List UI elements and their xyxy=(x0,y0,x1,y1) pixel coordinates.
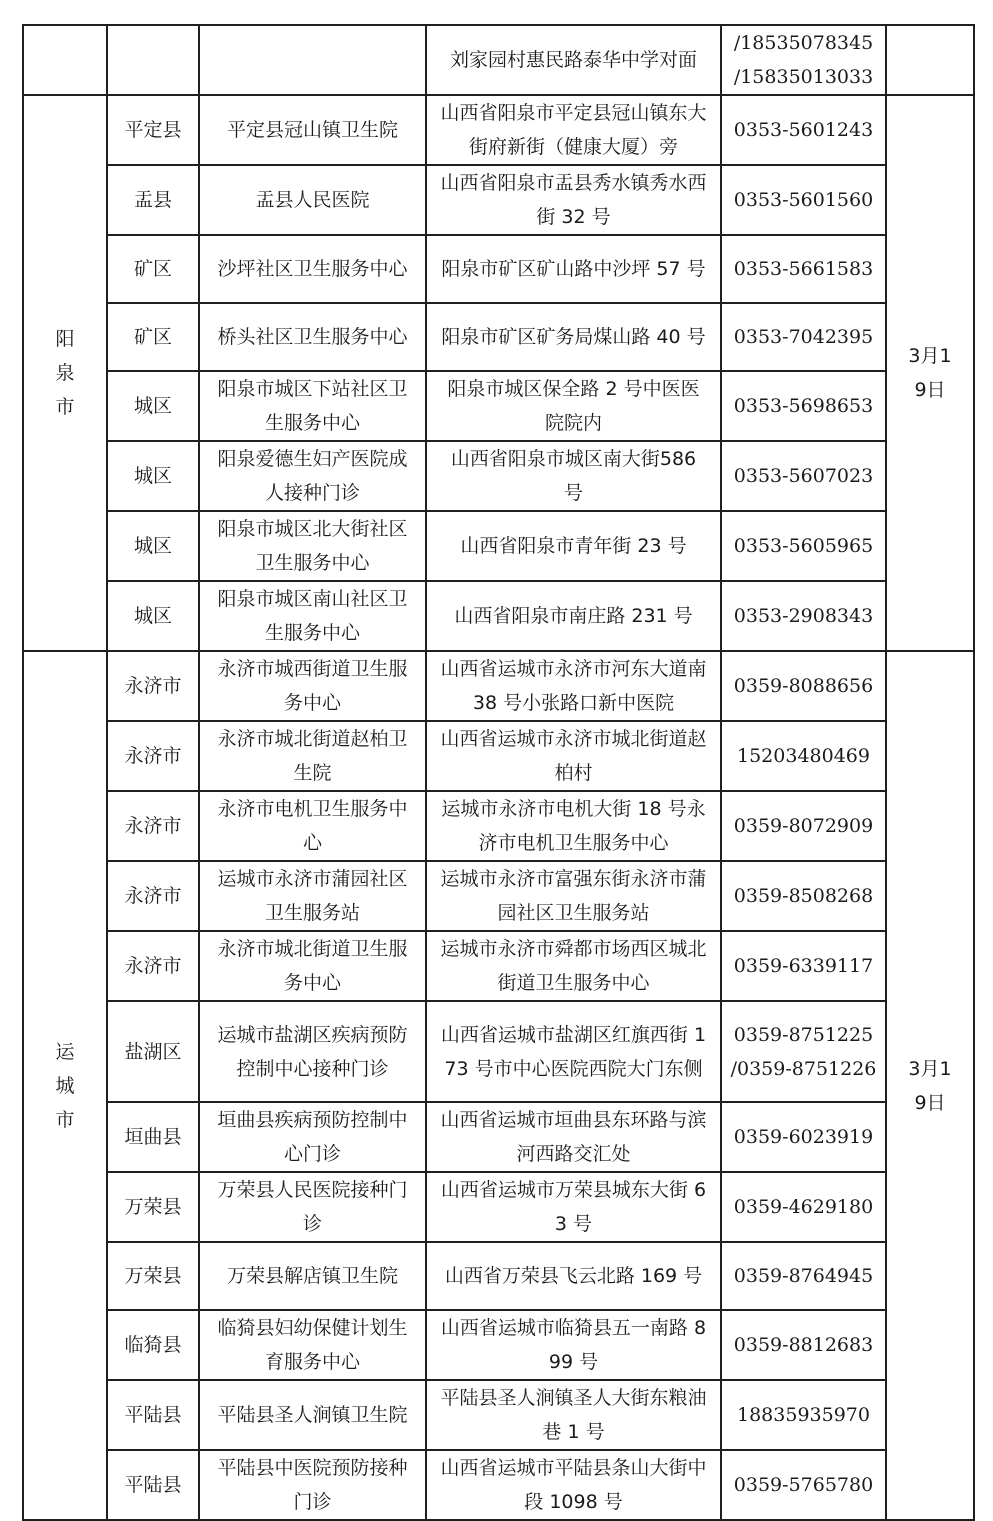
county-cell: 永济市 xyxy=(107,651,199,721)
site-cell: 永济市城北街道赵柏卫生院 xyxy=(199,721,426,791)
phone-cell: 0359-5765780 xyxy=(721,1450,886,1520)
address-cell: 山西省阳泉市城区南大街586 号 xyxy=(426,441,721,511)
table-row xyxy=(23,371,974,441)
phone-cell: 0359-8072909 xyxy=(721,791,886,861)
county-cell: 盂县 xyxy=(107,165,199,235)
phone-line: 0359-8751225 xyxy=(733,1023,874,1046)
table-row xyxy=(23,235,974,303)
site-cell: 阳泉市城区下站社区卫生服务中心 xyxy=(199,371,426,441)
county-cell: 永济市 xyxy=(107,931,199,1001)
phone-cell: 0359-4629180 xyxy=(721,1172,886,1242)
table-row xyxy=(23,303,974,371)
address-cell: 山西省阳泉市盂县秀水镇秀水西街 32 号 xyxy=(426,165,721,235)
county-cell: 永济市 xyxy=(107,861,199,931)
address-cell: 山西省运城市永济市河东大道南 38 号小张路口新中医院 xyxy=(426,651,721,721)
address-cell: 阳泉市矿区矿山路中沙坪 57 号 xyxy=(426,235,721,303)
table-row xyxy=(23,581,974,651)
address-cell: 山西省运城市永济市城北街道赵柏村 xyxy=(426,721,721,791)
phone-line-2: /15835013033 xyxy=(733,66,874,88)
phone-cell: 0353-7042395 xyxy=(721,303,886,371)
date-cell-empty xyxy=(886,25,974,95)
county-cell: 永济市 xyxy=(107,721,199,791)
table-row xyxy=(23,861,974,931)
address-cell: 山西省运城市万荣县城东大街 63 号 xyxy=(426,1172,721,1242)
phone-line-1: /18535078345 xyxy=(733,32,874,54)
address-cell: 山西省运城市平陆县条山大街中段 1098 号 xyxy=(426,1450,721,1520)
address-cell: 山西省运城市垣曲县东环路与滨河西路交汇处 xyxy=(426,1102,721,1172)
phone-cell: 0353-5607023 xyxy=(721,441,886,511)
address-cell: 刘家园村惠民路泰华中学对面 xyxy=(426,25,721,95)
phone-cell: 0353-2908343 xyxy=(721,581,886,651)
address-cell: 山西省阳泉市青年街 23 号 xyxy=(426,511,721,581)
phone-cell: 0359-8088656 xyxy=(721,651,886,721)
table-row xyxy=(23,1242,974,1310)
site-cell: 沙坪社区卫生服务中心 xyxy=(199,235,426,303)
table-row xyxy=(23,165,974,235)
table-row xyxy=(23,1102,974,1172)
site-cell: 盂县人民医院 xyxy=(199,165,426,235)
county-cell: 永济市 xyxy=(107,791,199,861)
county-cell: 矿区 xyxy=(107,235,199,303)
county-cell: 城区 xyxy=(107,371,199,441)
phone-cell: 0359-6339117 xyxy=(721,931,886,1001)
phone-cell xyxy=(721,25,886,95)
phone-cell xyxy=(721,1001,886,1102)
address-cell: 山西省运城市临猗县五一南路 899 号 xyxy=(426,1310,721,1380)
phone-cell: 0353-5661583 xyxy=(721,235,886,303)
county-cell: 垣曲县 xyxy=(107,1102,199,1172)
address-cell: 平陆县圣人涧镇圣人大街东粮油巷 1 号 xyxy=(426,1380,721,1450)
phone-cell: 0353-5601243 xyxy=(721,95,886,165)
site-cell: 运城市永济市蒲园社区卫生服务站 xyxy=(199,861,426,931)
site-cell: 永济市电机卫生服务中心 xyxy=(199,791,426,861)
phone-cell: 0353-5605965 xyxy=(721,511,886,581)
county-cell-empty xyxy=(107,25,199,95)
phone-cell: 0359-8764945 xyxy=(721,1242,886,1310)
city-cell: 阳泉市 xyxy=(23,95,107,651)
table-row xyxy=(23,1172,974,1242)
table-row xyxy=(23,511,974,581)
address-cell: 阳泉市城区保全路 2 号中医医院院内 xyxy=(426,371,721,441)
table-row xyxy=(23,721,974,791)
site-cell: 万荣县解店镇卫生院 xyxy=(199,1242,426,1310)
site-cell: 运城市盐湖区疾病预防控制中心接种门诊 xyxy=(199,1001,426,1102)
address-cell: 运城市永济市富强东街永济市蒲园社区卫生服务站 xyxy=(426,861,721,931)
table-row xyxy=(23,95,974,165)
date-cell: 3月19日 xyxy=(886,651,974,1520)
site-cell: 永济市城西街道卫生服务中心 xyxy=(199,651,426,721)
site-cell: 永济市城北街道卫生服务中心 xyxy=(199,931,426,1001)
county-cell: 万荣县 xyxy=(107,1172,199,1242)
table-row xyxy=(23,931,974,1001)
site-cell: 平定县冠山镇卫生院 xyxy=(199,95,426,165)
table-row xyxy=(23,1001,974,1102)
site-cell: 平陆县圣人涧镇卫生院 xyxy=(199,1380,426,1450)
address-cell: 运城市永济市电机大街 18 号永济市电机卫生服务中心 xyxy=(426,791,721,861)
phone-cell: 18835935970 xyxy=(721,1380,886,1450)
site-cell: 阳泉市城区南山社区卫生服务中心 xyxy=(199,581,426,651)
county-cell: 平定县 xyxy=(107,95,199,165)
county-cell: 矿区 xyxy=(107,303,199,371)
table-row xyxy=(23,1450,974,1520)
phone-cell: 0359-6023919 xyxy=(721,1102,886,1172)
phone-cell: 0353-5698653 xyxy=(721,371,886,441)
phone-cell: 15203480469 xyxy=(721,721,886,791)
site-cell: 阳泉爱德生妇产医院成人接种门诊 xyxy=(199,441,426,511)
county-cell: 平陆县 xyxy=(107,1450,199,1520)
address-cell: 阳泉市矿区矿务局煤山路 40 号 xyxy=(426,303,721,371)
county-cell: 盐湖区 xyxy=(107,1001,199,1102)
county-cell: 临猗县 xyxy=(107,1310,199,1380)
phone-line: /0359-8751226 xyxy=(730,1057,877,1080)
table-row xyxy=(23,441,974,511)
site-cell: 垣曲县疾病预防控制中心门诊 xyxy=(199,1102,426,1172)
city-cell-empty xyxy=(23,25,107,95)
address-cell: 山西省万荣县飞云北路 169 号 xyxy=(426,1242,721,1310)
table-row xyxy=(23,651,974,721)
county-cell: 城区 xyxy=(107,511,199,581)
vaccination-sites-table xyxy=(22,24,975,1521)
table-row xyxy=(23,791,974,861)
date-cell: 3月19日 xyxy=(886,95,974,651)
address-cell: 运城市永济市舜都市场西区城北街道卫生服务中心 xyxy=(426,931,721,1001)
phone-cell: 0359-8508268 xyxy=(721,861,886,931)
site-cell: 平陆县中医院预防接种门诊 xyxy=(199,1450,426,1520)
address-cell: 山西省阳泉市南庄路 231 号 xyxy=(426,581,721,651)
phone-cell: 0353-5601560 xyxy=(721,165,886,235)
address-cell: 山西省阳泉市平定县冠山镇东大街府新街（健康大厦）旁 xyxy=(426,95,721,165)
table-row xyxy=(23,1310,974,1380)
county-cell: 城区 xyxy=(107,441,199,511)
county-cell: 城区 xyxy=(107,581,199,651)
table-row-continued xyxy=(23,25,974,95)
site-cell-empty xyxy=(199,25,426,95)
phone-cell: 0359-8812683 xyxy=(721,1310,886,1380)
site-cell: 临猗县妇幼保健计划生育服务中心 xyxy=(199,1310,426,1380)
site-cell: 阳泉市城区北大街社区卫生服务中心 xyxy=(199,511,426,581)
site-cell: 万荣县人民医院接种门诊 xyxy=(199,1172,426,1242)
city-cell: 运城市 xyxy=(23,651,107,1520)
table-row xyxy=(23,1380,974,1450)
county-cell: 平陆县 xyxy=(107,1380,199,1450)
address-cell: 山西省运城市盐湖区红旗西街 173 号市中心医院西院大门东侧 xyxy=(426,1001,721,1102)
site-cell: 桥头社区卫生服务中心 xyxy=(199,303,426,371)
table-body xyxy=(23,25,974,1520)
county-cell: 万荣县 xyxy=(107,1242,199,1310)
